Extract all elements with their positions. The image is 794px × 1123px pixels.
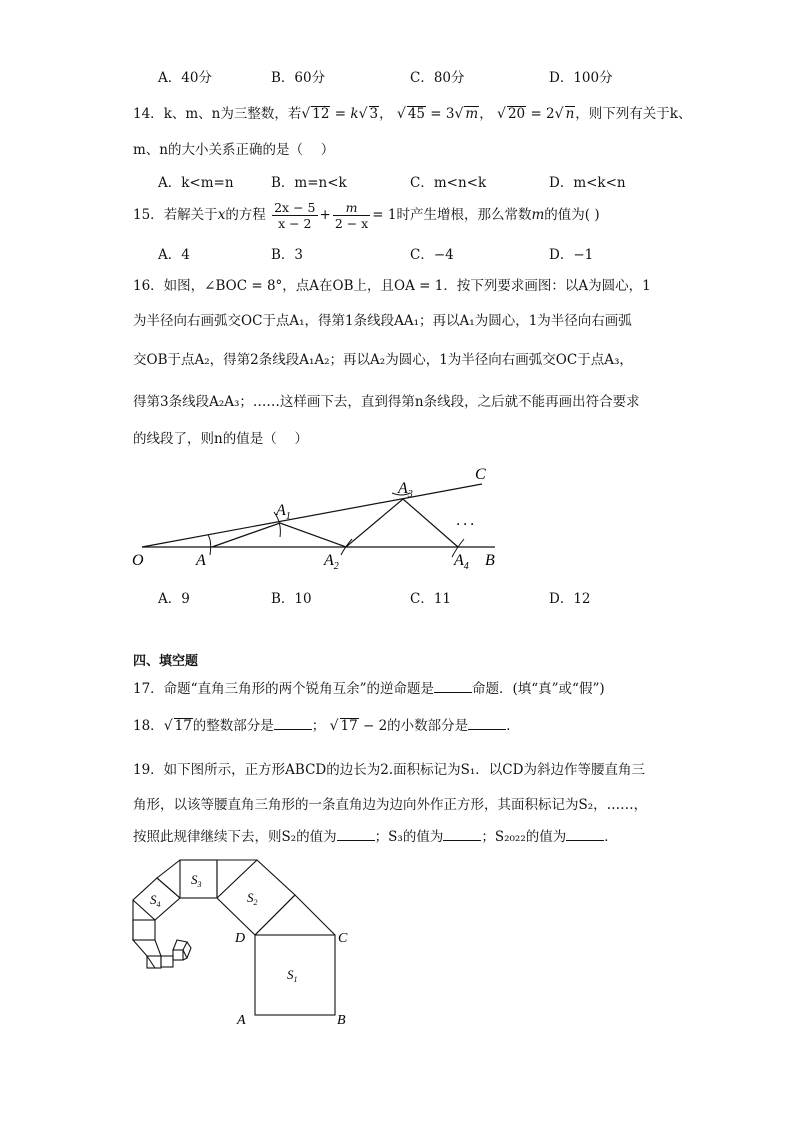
q14-number: 14．	[133, 106, 164, 122]
q16-option-c[interactable]: C．11	[410, 591, 452, 607]
label-a3-letter: A	[398, 480, 408, 497]
q14-option-d[interactable]: D．m<k<n	[549, 175, 626, 191]
triangle-3	[157, 860, 180, 898]
q15-line1: 15．若解关于x的方程 $\frac{2x - 5}{x - 2}$ + $\frac{m}{2 - x}$ = 1时产生增根，那么常数m的值为( )	[133, 200, 600, 231]
q14-lead: k、m、n为三整数，若	[163, 106, 302, 122]
square-s9	[173, 950, 183, 960]
q18-end: ．	[506, 718, 520, 734]
arc-mark-a	[208, 535, 211, 555]
label-a4	[453, 552, 469, 572]
label-s4-sub: 4	[156, 900, 161, 909]
q16-option-a[interactable]: A．9	[158, 591, 190, 607]
angle-construction-figure	[120, 455, 520, 580]
q15-frac1-num: 2x − 5	[274, 200, 316, 215]
q14-eq3-rhs-radicand: n	[565, 106, 575, 122]
sqrt-symbol: √	[329, 718, 339, 734]
edge-d	[187, 942, 191, 958]
label-b: B	[485, 552, 495, 569]
q14-eq1-rhs: = k	[334, 106, 359, 122]
q14-tail: ，则下列有关于k、	[575, 106, 692, 122]
q15-lead: 若解关于	[163, 207, 218, 223]
q18-minus: − 2的小数部分是	[358, 718, 469, 734]
q19-line3-mid2: ；S₂₀₂₂的值为	[481, 829, 567, 845]
q13-option-b[interactable]: B．60分	[271, 70, 326, 86]
q18-line	[133, 716, 520, 736]
q16-option-b[interactable]: B．10	[271, 591, 312, 607]
q15-frac2-num: m	[333, 200, 370, 216]
q19-line3	[133, 827, 618, 847]
q15-tail: 的值为( )	[544, 207, 600, 223]
q15-var-x: x	[217, 207, 226, 223]
square-s10	[173, 940, 187, 950]
square-s4	[133, 878, 180, 920]
q14-line1: 14．k、m、n为三整数，若√ 12 = k√ 3， √ 45 = 3√ m， √ 20 = 2√ n，则下列有关于k、	[133, 106, 692, 122]
q15-frac1-den: x − 2	[278, 216, 312, 231]
section-heading: 四、填空题	[133, 654, 199, 669]
sqrt-symbol: √	[497, 106, 506, 122]
sqrt-symbol: √	[396, 106, 406, 122]
sqrt-symbol: √	[554, 106, 564, 122]
q15-option-b[interactable]: B．3	[271, 247, 304, 263]
q14-eq2-rhs-radicand: m	[465, 106, 479, 122]
q15-option-a[interactable]: A．4	[158, 247, 190, 263]
squares-spiral-figure	[125, 858, 365, 1033]
label-a3	[397, 480, 413, 500]
label-a: A	[196, 552, 206, 569]
q18-mid2: ；	[311, 718, 326, 734]
q16-options	[158, 587, 718, 607]
q14-eq3-radicand: 20	[507, 106, 526, 122]
label-b: B	[337, 1013, 346, 1028]
sqrt-symbol: √	[454, 106, 464, 122]
label-a4-sub: 4	[463, 561, 469, 572]
label-c: C	[475, 466, 486, 483]
label-o: O	[132, 552, 144, 569]
q14-eq1-radicand: 12	[312, 106, 330, 122]
q16-line2: 为半径向右画弧交OC于点A₁，得第1条线段AA₁；再以A₁为圆心，1为半径向右画弧	[133, 313, 632, 329]
label-s2	[247, 890, 258, 907]
q18-radicand-1: 17	[174, 718, 192, 734]
label-s4	[150, 892, 161, 909]
q14-option-c[interactable]: C．m<n<k	[410, 175, 487, 191]
q19-line3-pre: 按照此规律继续下去，则S₂的值为	[133, 829, 337, 845]
q15-frac2-den: 2 − x	[334, 216, 369, 231]
square-s8	[161, 956, 173, 967]
q13-options	[158, 66, 718, 86]
square-s6	[133, 940, 161, 956]
q15-option-c[interactable]: C．−4	[410, 247, 454, 263]
label-a1-sub: 1	[285, 511, 291, 522]
sqrt-symbol: √	[163, 718, 173, 734]
q17-line	[133, 679, 605, 699]
label-s1-letter: S	[287, 967, 294, 982]
q19-answer-blank-1[interactable]	[337, 827, 375, 841]
label-s3-letter: S	[191, 872, 198, 887]
q13-option-a[interactable]: A．40分	[158, 70, 212, 86]
q15-var-m: m	[531, 207, 545, 223]
q14-eq1-rhs-radicand: 3	[369, 106, 379, 122]
label-s3-sub: 3	[197, 880, 202, 889]
label-c: C	[338, 931, 348, 946]
q15-mid: 的方程	[225, 207, 266, 223]
label-s1-sub: 1	[293, 975, 298, 984]
q18-mid1: 的整数部分是	[192, 718, 274, 734]
q14-eq2-radicand: 45	[407, 106, 425, 122]
q19-line1: 19．如下图所示，正方形ABCD的边长为2.面积标记为S₁．以CD为斜边作等腰直角三	[133, 762, 645, 778]
label-s2-sub: 2	[253, 898, 258, 907]
label-a4-letter: A	[454, 552, 464, 569]
label-d: D	[235, 931, 246, 946]
square-s3	[180, 860, 217, 898]
q19-line2: 角形，以该等腰直角三角形的一条直角边为边向外作正方形，其面积标记为S₂，……，	[133, 797, 648, 813]
q16-line5: 的线段了，则n的值是（ ）	[133, 431, 308, 447]
q19-answer-blank-3[interactable]	[566, 827, 604, 841]
q19-answer-blank-2[interactable]	[443, 827, 481, 841]
q14-eq2-rhs: = 3	[430, 106, 455, 122]
label-s2-letter: S	[247, 890, 254, 905]
q14-eq3-rhs: = 2	[530, 106, 555, 122]
label-a1-letter: A	[276, 502, 286, 519]
q14-option-b[interactable]: B．m=n<k	[271, 175, 347, 191]
label-a3-sub: 3	[407, 489, 413, 500]
q14-options	[158, 171, 718, 191]
q15-fraction-1	[272, 200, 317, 231]
label-a1	[275, 502, 291, 522]
label-a2-letter: A	[324, 552, 334, 569]
q17-post: 命题．(填“真”或“假”)	[471, 681, 605, 697]
sqrt-symbol: √	[301, 106, 311, 122]
q18-answer-blank-1[interactable]	[274, 716, 312, 730]
label-s1	[287, 967, 298, 984]
q18-radicand-2: 17	[340, 718, 358, 734]
triangle-1	[255, 895, 335, 935]
label-s4-letter: S	[150, 892, 157, 907]
ellipsis-dots: ．．．	[456, 514, 484, 529]
q18-pre: 18．	[133, 718, 164, 734]
q13-option-c[interactable]: C．80分	[410, 70, 465, 86]
square-s5	[133, 920, 155, 940]
q14-line2: m、n的大小关系正确的是（ ）	[133, 142, 335, 158]
label-a2	[323, 552, 339, 572]
q17-answer-blank[interactable]	[434, 679, 472, 693]
q13-option-d[interactable]: D．100分	[549, 70, 613, 86]
q16-option-d[interactable]: D．12	[549, 591, 591, 607]
q15-fraction-2	[333, 200, 370, 231]
q15-eq-tail: = 1时产生增根，那么常数	[372, 207, 532, 223]
q17-pre: 17．命题“直角三角形的两个锐角互余”的逆命题是	[133, 681, 434, 697]
zigzag-segments	[212, 499, 458, 547]
edge-b	[147, 956, 161, 968]
ray-oc	[142, 484, 482, 547]
edge-c	[183, 950, 187, 960]
q19-line3-end: ．	[604, 829, 618, 845]
q18-answer-blank-2[interactable]	[468, 716, 506, 730]
q15-number: 15．	[133, 207, 164, 223]
q16-line4: 得第3条线段A₂A₃；……这样画下去，直到得第n条线段，之后就不能再画出符合要求	[133, 394, 640, 410]
label-a: A	[237, 1013, 246, 1028]
q15-option-d[interactable]: D．−1	[549, 247, 594, 263]
q19-line3-mid: ；S₃的值为	[374, 829, 444, 845]
q15-options	[158, 243, 718, 263]
q14-option-a[interactable]: A．k<m=n	[158, 175, 234, 191]
label-s3	[191, 872, 202, 889]
q16-line1: 16．如图，∠BOC = 8°，点A在OB上，且OA = 1．按下列要求画图：以A为圆心，1	[133, 278, 651, 294]
sqrt-symbol: √	[358, 106, 368, 122]
q16-line3: 交OB于点A₂，得第2条线段A₁A₂；再以A₂为圆心，1为半径向右画弧交OC于点A₃，	[133, 352, 633, 368]
label-a2-sub: 2	[333, 561, 339, 572]
edge-a	[133, 920, 155, 940]
